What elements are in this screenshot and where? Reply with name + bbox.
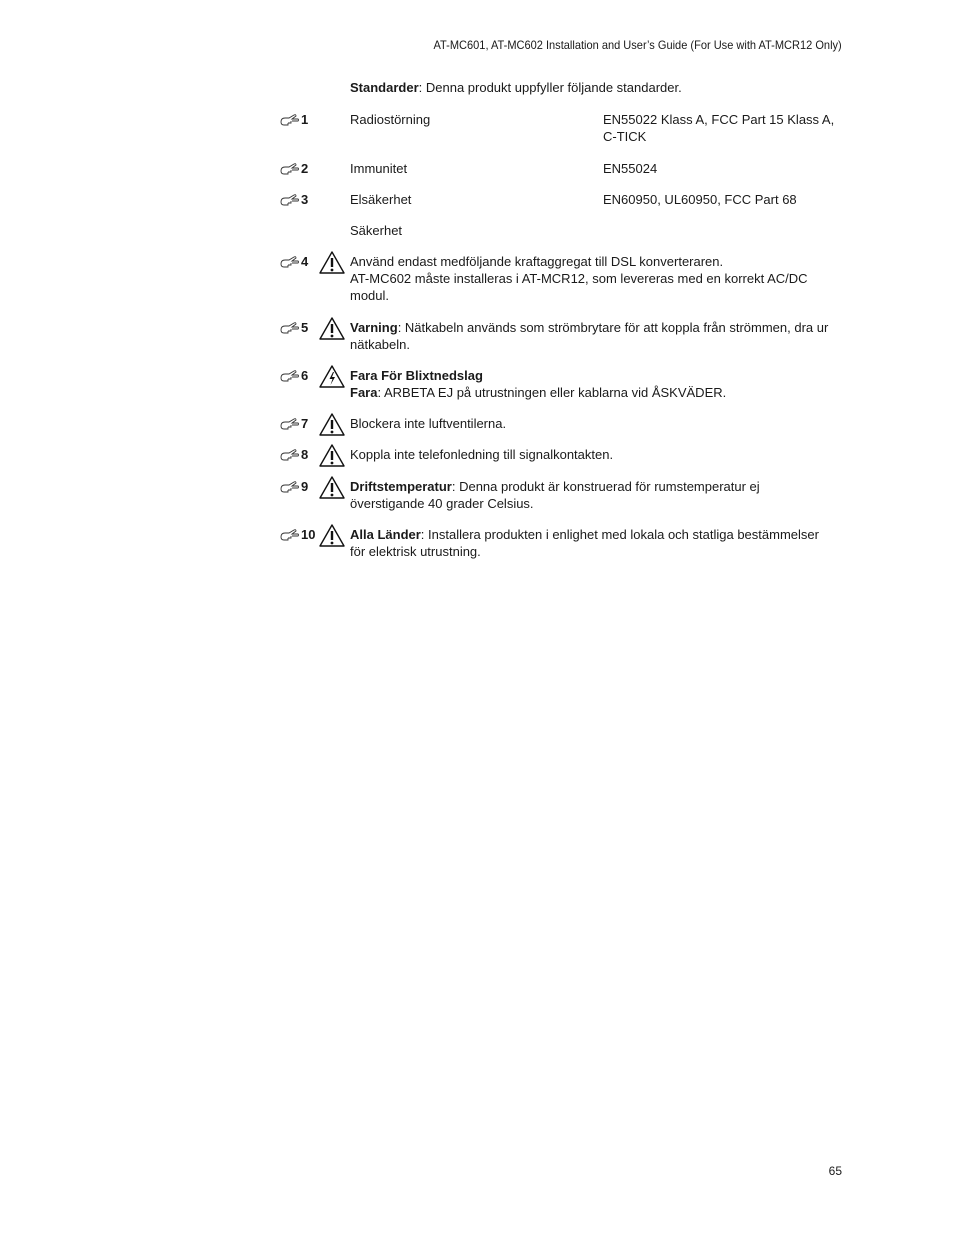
warning-icon (318, 443, 346, 468)
item-text: Alla Länder: Installera produkten i enlighet med lokala och statliga bestämmelser för elektrisk utrustning. (350, 527, 819, 559)
pointing-hand-icon (280, 193, 300, 207)
pointing-hand-icon (280, 480, 300, 494)
pointing-hand-icon (280, 448, 300, 462)
item-text: Koppla inte telefonledning till signalkontakten. (350, 447, 614, 462)
item-text: Driftstemperatur: Denna produkt är konstruerad för rumstemperatur ej överstigande 40 grader Celsius. (350, 479, 760, 511)
standards-intro (350, 80, 682, 95)
item-text: Varning: Nätkabeln används som strömbrytare för att koppla från strömmen, dra ur nätkabeln. (350, 320, 829, 352)
pointing-hand-icon (280, 417, 300, 431)
safety-heading: Säkerhet (350, 223, 403, 238)
standard-name: Immunitet (350, 161, 408, 176)
standard-value: EN55022 Klass A, FCC Part 15 Klass A, C-TICK (603, 112, 835, 144)
pointing-hand-icon (280, 162, 300, 176)
running-header: AT-MC601, AT-MC602 Installation and User’s Guide (For Use with AT-MCR12 Only) (433, 38, 842, 52)
item-number: 1 (301, 112, 309, 127)
item-number: 6 (301, 368, 309, 383)
pointing-hand-icon (280, 321, 300, 335)
standard-value: EN60950, UL60950, FCC Part 68 (603, 192, 797, 207)
item-text: Blockera inte luftventilerna. (350, 416, 507, 431)
pointing-hand-icon (280, 255, 300, 269)
item-number: 2 (301, 161, 309, 176)
standards-intro-text: : Denna produkt uppfyller följande standarder. (418, 80, 682, 95)
item-text: Fara För Blixtnedslag Fara: ARBETA EJ på utrustningen eller kablarna vid ÅSKVÄDER. (350, 368, 727, 400)
item-number: 8 (301, 447, 309, 462)
warning-icon (318, 475, 346, 500)
lightning-warning-icon (318, 364, 346, 389)
standard-name: Elsäkerhet (350, 192, 412, 207)
standard-name: Radiostörning (350, 112, 431, 127)
item-number: 9 (301, 479, 309, 494)
pointing-hand-icon (280, 113, 300, 127)
standards-label: Standarder (350, 80, 419, 95)
item-number: 10 (301, 527, 316, 542)
pointing-hand-icon (280, 369, 300, 383)
item-number: 4 (301, 254, 309, 269)
standard-value: EN55024 (603, 161, 658, 176)
page-number: 65 (828, 1164, 842, 1178)
item-text: Använd endast medföljande kraftaggregat till DSL konverteraren. AT-MC602 måste installeras i AT-MCR12, som levereras med en korrekt AC/DC modul. (350, 254, 808, 303)
warning-icon (318, 523, 346, 548)
warning-icon (318, 250, 346, 275)
item-number: 5 (301, 320, 309, 335)
warning-icon (318, 412, 346, 437)
pointing-hand-icon (280, 528, 300, 542)
item-number: 3 (301, 192, 309, 207)
item-number: 7 (301, 416, 309, 431)
warning-icon (318, 316, 346, 341)
